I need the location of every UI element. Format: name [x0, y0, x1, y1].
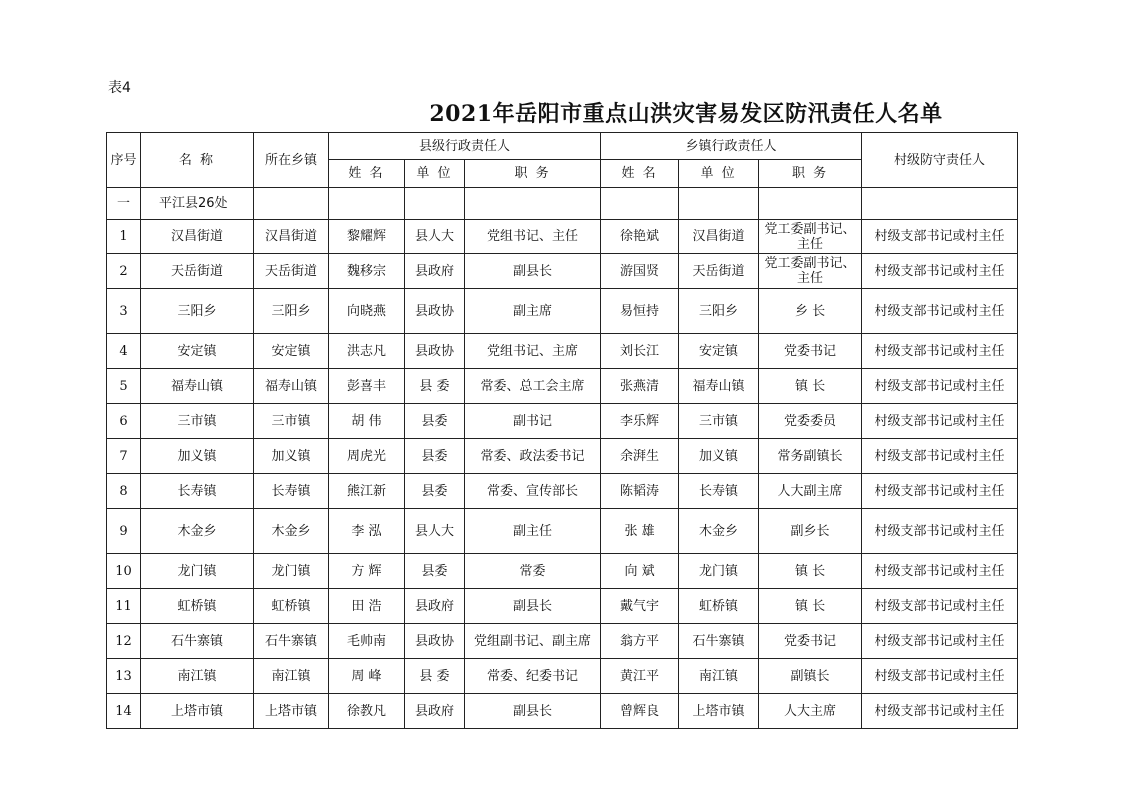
- county-position: 常委、纪委书记: [465, 659, 601, 694]
- county-position: 常委: [465, 554, 601, 589]
- township-person-name: 张燕清: [601, 369, 679, 404]
- row-number: 14: [107, 694, 141, 729]
- county-person-name: 田 浩: [329, 589, 405, 624]
- table-row: [107, 220, 1018, 254]
- township-position: 镇 长: [759, 554, 862, 589]
- header-township-unit: 单 位: [679, 160, 759, 188]
- header-township-group: 乡镇行政责任人: [601, 133, 862, 160]
- header-township-position: 职 务: [759, 160, 862, 188]
- township-unit: 安定镇: [679, 334, 759, 369]
- row-number: 13: [107, 659, 141, 694]
- township-person-name: 游国贤: [601, 254, 679, 289]
- row-name: 南江镇: [141, 659, 254, 694]
- village-responsible: 村级支部书记或村主任: [862, 369, 1018, 404]
- empty-cell: [601, 188, 679, 220]
- county-person-name: 黎耀辉: [329, 220, 405, 254]
- county-position: 副书记: [465, 404, 601, 439]
- row-number: 1: [107, 220, 141, 254]
- table-label: 表4: [108, 80, 131, 96]
- row-town: 福寿山镇: [254, 369, 329, 404]
- empty-cell: [329, 188, 405, 220]
- township-person-name: 陈韬涛: [601, 474, 679, 509]
- empty-cell: [254, 188, 329, 220]
- row-name: 木金乡: [141, 509, 254, 554]
- village-responsible: 村级支部书记或村主任: [862, 554, 1018, 589]
- header-county-position: 职 务: [465, 160, 601, 188]
- empty-cell: [862, 188, 1018, 220]
- row-number: 9: [107, 509, 141, 554]
- village-responsible: 村级支部书记或村主任: [862, 334, 1018, 369]
- row-name: 安定镇: [141, 334, 254, 369]
- header-seq: 序号: [107, 133, 141, 188]
- township-person-name: 戴气宇: [601, 589, 679, 624]
- county-position: 副县长: [465, 254, 601, 289]
- township-position: 镇 长: [759, 589, 862, 624]
- township-unit: 龙门镇: [679, 554, 759, 589]
- county-unit: 县委: [405, 474, 465, 509]
- township-position: 乡 长: [759, 289, 862, 334]
- county-unit: 县 委: [405, 369, 465, 404]
- township-unit: 三阳乡: [679, 289, 759, 334]
- county-unit: 县人大: [405, 509, 465, 554]
- township-unit: 汉昌街道: [679, 220, 759, 254]
- county-position: 副县长: [465, 589, 601, 624]
- township-position: 人大副主席: [759, 474, 862, 509]
- header-county-group: 县级行政责任人: [329, 133, 601, 160]
- header-county-unit: 单 位: [405, 160, 465, 188]
- header-name: 名 称: [141, 133, 254, 188]
- row-number: 7: [107, 439, 141, 474]
- village-responsible: 村级支部书记或村主任: [862, 254, 1018, 289]
- row-name: 长寿镇: [141, 474, 254, 509]
- row-number: 6: [107, 404, 141, 439]
- county-person-name: 魏移宗: [329, 254, 405, 289]
- table-row: [107, 439, 1018, 474]
- header-town: 所在乡镇: [254, 133, 329, 188]
- row-name: 三阳乡: [141, 289, 254, 334]
- township-unit: 长寿镇: [679, 474, 759, 509]
- row-name: 天岳街道: [141, 254, 254, 289]
- county-unit: 县政府: [405, 589, 465, 624]
- header-county-person: 姓 名: [329, 160, 405, 188]
- table-row: [107, 404, 1018, 439]
- township-person-name: 徐艳斌: [601, 220, 679, 254]
- row-name: 龙门镇: [141, 554, 254, 589]
- table-row: [107, 694, 1018, 729]
- empty-cell: [759, 188, 862, 220]
- village-responsible: 村级支部书记或村主任: [862, 624, 1018, 659]
- village-responsible: 村级支部书记或村主任: [862, 220, 1018, 254]
- township-position: 党委书记: [759, 624, 862, 659]
- village-responsible: 村级支部书记或村主任: [862, 404, 1018, 439]
- township-position: 党委委员: [759, 404, 862, 439]
- township-person-name: 翁方平: [601, 624, 679, 659]
- county-unit: 县委: [405, 554, 465, 589]
- township-position: 副镇长: [759, 659, 862, 694]
- row-town: 三市镇: [254, 404, 329, 439]
- county-person-name: 方 辉: [329, 554, 405, 589]
- row-town: 安定镇: [254, 334, 329, 369]
- table-row: [107, 589, 1018, 624]
- row-number: 12: [107, 624, 141, 659]
- county-unit: 县政协: [405, 624, 465, 659]
- village-responsible: 村级支部书记或村主任: [862, 659, 1018, 694]
- county-position: 副主任: [465, 509, 601, 554]
- village-responsible: 村级支部书记或村主任: [862, 439, 1018, 474]
- row-number: 3: [107, 289, 141, 334]
- row-name: 虹桥镇: [141, 589, 254, 624]
- table-row: [107, 369, 1018, 404]
- row-town: 虹桥镇: [254, 589, 329, 624]
- row-town: 天岳街道: [254, 254, 329, 289]
- row-name: 上塔市镇: [141, 694, 254, 729]
- township-person-name: 向 斌: [601, 554, 679, 589]
- empty-cell: [679, 188, 759, 220]
- township-person-name: 余湃生: [601, 439, 679, 474]
- row-town: 南江镇: [254, 659, 329, 694]
- header-village: 村级防守责任人: [862, 133, 1018, 188]
- county-person-name: 李 泓: [329, 509, 405, 554]
- village-responsible: 村级支部书记或村主任: [862, 589, 1018, 624]
- county-position: 党组书记、主席: [465, 334, 601, 369]
- township-person-name: 李乐辉: [601, 404, 679, 439]
- township-person-name: 黄江平: [601, 659, 679, 694]
- row-number: 10: [107, 554, 141, 589]
- table-row: [107, 289, 1018, 334]
- township-unit: 福寿山镇: [679, 369, 759, 404]
- row-number: 4: [107, 334, 141, 369]
- county-person-name: 周虎光: [329, 439, 405, 474]
- county-unit: 县人大: [405, 220, 465, 254]
- county-unit: 县政府: [405, 254, 465, 289]
- township-position: 人大主席: [759, 694, 862, 729]
- township-person-name: 曾辉良: [601, 694, 679, 729]
- row-name: 加义镇: [141, 439, 254, 474]
- row-town: 三阳乡: [254, 289, 329, 334]
- table-row: [107, 254, 1018, 289]
- township-position: 镇 长: [759, 369, 862, 404]
- row-number: 11: [107, 589, 141, 624]
- village-responsible: 村级支部书记或村主任: [862, 474, 1018, 509]
- township-unit: 木金乡: [679, 509, 759, 554]
- row-town: 龙门镇: [254, 554, 329, 589]
- township-unit: 三市镇: [679, 404, 759, 439]
- table-row: [107, 624, 1018, 659]
- county-unit: 县委: [405, 404, 465, 439]
- township-position: 常务副镇长: [759, 439, 862, 474]
- row-name: 石牛寨镇: [141, 624, 254, 659]
- section-row: [107, 188, 1018, 220]
- township-unit: 天岳街道: [679, 254, 759, 289]
- township-unit: 上塔市镇: [679, 694, 759, 729]
- county-position: 常委、政法委书记: [465, 439, 601, 474]
- township-unit: 加义镇: [679, 439, 759, 474]
- responsibility-table: [106, 132, 1018, 729]
- county-person-name: 胡 伟: [329, 404, 405, 439]
- section-name: 平江县26处: [141, 188, 254, 220]
- county-unit: 县政府: [405, 694, 465, 729]
- village-responsible: 村级支部书记或村主任: [862, 694, 1018, 729]
- county-position: 常委、宣传部长: [465, 474, 601, 509]
- row-town: 汉昌街道: [254, 220, 329, 254]
- empty-cell: [405, 188, 465, 220]
- county-position: 党组书记、主任: [465, 220, 601, 254]
- row-town: 木金乡: [254, 509, 329, 554]
- county-person-name: 向晓燕: [329, 289, 405, 334]
- document-title: 2021年岳阳市重点山洪灾害易发区防汛责任人名单: [429, 101, 943, 127]
- county-position: 副县长: [465, 694, 601, 729]
- township-person-name: 刘长江: [601, 334, 679, 369]
- county-person-name: 毛帅南: [329, 624, 405, 659]
- row-number: 5: [107, 369, 141, 404]
- county-person-name: 周 峰: [329, 659, 405, 694]
- village-responsible: 村级支部书记或村主任: [862, 289, 1018, 334]
- row-name: 三市镇: [141, 404, 254, 439]
- township-person-name: 易恒持: [601, 289, 679, 334]
- township-position: 党委书记: [759, 334, 862, 369]
- county-unit: 县 委: [405, 659, 465, 694]
- table-row: [107, 509, 1018, 554]
- county-person-name: 彭喜丰: [329, 369, 405, 404]
- township-position: 党工委副书记、主任: [759, 220, 862, 254]
- empty-cell: [465, 188, 601, 220]
- township-person-name: 张 雄: [601, 509, 679, 554]
- row-name: 福寿山镇: [141, 369, 254, 404]
- row-number: 2: [107, 254, 141, 289]
- row-town: 石牛寨镇: [254, 624, 329, 659]
- township-unit: 石牛寨镇: [679, 624, 759, 659]
- county-unit: 县委: [405, 439, 465, 474]
- township-unit: 南江镇: [679, 659, 759, 694]
- county-unit: 县政协: [405, 289, 465, 334]
- township-unit: 虹桥镇: [679, 589, 759, 624]
- header-township-person: 姓 名: [601, 160, 679, 188]
- county-position: 副主席: [465, 289, 601, 334]
- row-number: 8: [107, 474, 141, 509]
- county-position: 常委、总工会主席: [465, 369, 601, 404]
- table-row: [107, 659, 1018, 694]
- row-name: 汉昌街道: [141, 220, 254, 254]
- village-responsible: 村级支部书记或村主任: [862, 509, 1018, 554]
- row-town: 长寿镇: [254, 474, 329, 509]
- county-unit: 县政协: [405, 334, 465, 369]
- county-person-name: 徐教凡: [329, 694, 405, 729]
- table-row: [107, 334, 1018, 369]
- township-position: 副乡长: [759, 509, 862, 554]
- county-person-name: 熊江新: [329, 474, 405, 509]
- township-position: 党工委副书记、主任: [759, 254, 862, 289]
- row-town: 上塔市镇: [254, 694, 329, 729]
- table-row: [107, 474, 1018, 509]
- county-person-name: 洪志凡: [329, 334, 405, 369]
- table-row: [107, 554, 1018, 589]
- row-town: 加义镇: [254, 439, 329, 474]
- county-position: 党组副书记、副主席: [465, 624, 601, 659]
- section-number: 一: [107, 188, 141, 220]
